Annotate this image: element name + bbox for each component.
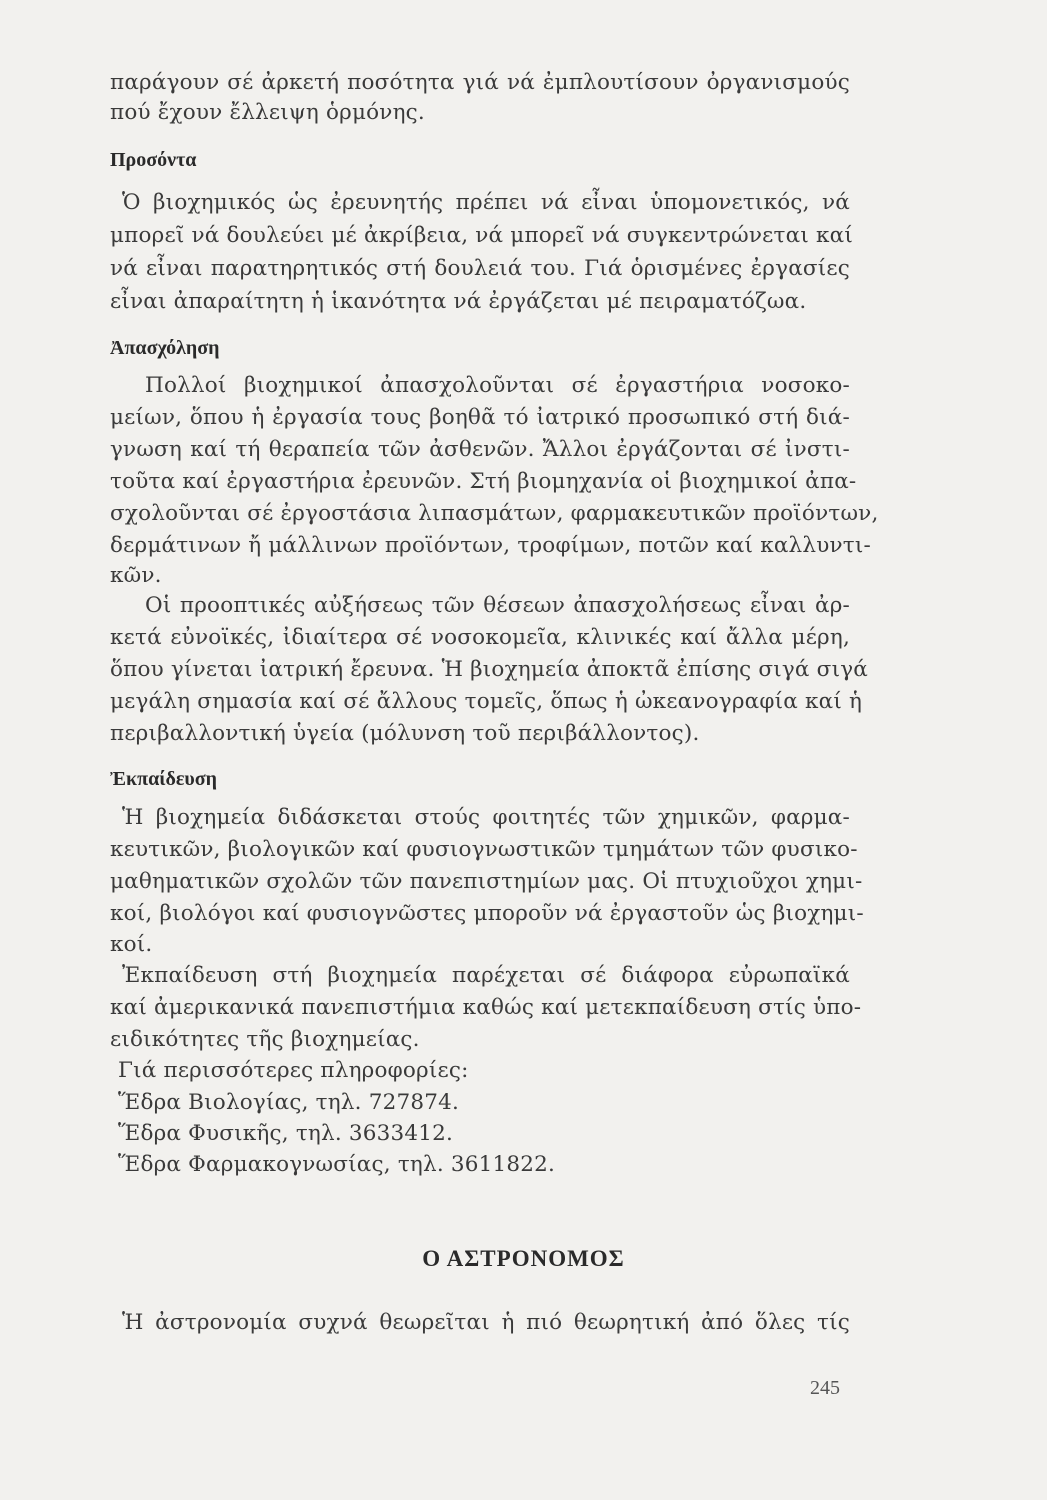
text-line: πού ἔχουν ἔλλειψη ὁρμόνης. (110, 100, 425, 125)
text-line: καί ἀμερικανικά πανεπιστήμια καθώς καί μετεκπαίδευση στίς ὑπο- (110, 995, 862, 1020)
text-line: μαθηματικῶν σχολῶν τῶν πανεπιστημίων μας. Οἱ πτυχιοῦχοι χημι- (110, 869, 863, 894)
contact-intro: Γιά περισσότερες πληροφορίες: (118, 1058, 469, 1083)
text-line: μεγάλη σημασία καί σέ ἄλλους τομεῖς, ὅπως ἡ ὠκεανογραφία καί ἡ (110, 689, 863, 714)
text-line: νά εἶναι παρατηρητικός στή δουλειά του. Γιά ὁρισμένες ἐργασίες (110, 256, 850, 281)
text-line: μπορεῖ νά δουλεύει μέ ἀκρίβεια, νά μπορεῖ νά συγκεντρώνεται καί (110, 223, 853, 248)
text-line: κῶν. (110, 563, 162, 588)
text-line: περιβαλλοντική ὑγεία (μόλυνση τοῦ περιβάλλοντος). (110, 721, 700, 746)
page-number: 245 (810, 1377, 840, 1399)
contact-line: Ἕδρα Φαρμακογνωσίας, τηλ. 3611822. (118, 1152, 556, 1177)
text-line: Ὁ βιοχημικός ὡς ἐρευνητής πρέπει νά εἶναι ὑπομονετικός, νά (122, 190, 850, 215)
text-line: παράγουν σέ ἀρκετή ποσότητα γιά νά ἐμπλουτίσουν ὀργανισμούς (110, 70, 850, 95)
text-line: ὅπου γίνεται ἰατρική ἔρευνα. Ἡ βιοχημεία ἀποκτᾶ ἐπίσης σιγά σιγά (110, 657, 868, 682)
text-line: μείων, ὅπου ἡ ἐργασία τους βοηθᾶ τό ἰατρικό προσωπικό στή διά- (110, 405, 850, 430)
text-line: κοί. (110, 932, 153, 957)
section-heading-ekpaideusi: Ἐκπαίδευση (110, 768, 217, 790)
text-line: τοῦτα καί ἐργαστήρια ἐρευνῶν. Στή βιομηχανία οἱ βιοχημικοί ἀπα- (110, 469, 857, 494)
text-line: εἶναι ἀπαραίτητη ἡ ἱκανότητα νά ἐργάζεται μέ πειραματόζωα. (110, 289, 807, 314)
text-line: κοί, βιολόγοι καί φυσιογνῶστες μποροῦν νά ἐργαστοῦν ὡς βιοχημι- (110, 901, 864, 926)
text-line: κετά εὐνοϊκές, ἰδιαίτερα σέ νοσοκομεῖα, κλινικές καί ἄλλα μέρη, (110, 625, 850, 650)
chapter-title: Ο ΑΣΤΡΟΝΟΜΟΣ (422, 1246, 625, 1271)
text-line: Οἱ προοπτικές αὐξήσεως τῶν θέσεων ἀπασχολήσεως εἶναι ἀρ- (145, 593, 850, 618)
text-line: δερμάτινων ἤ μάλλινων προϊόντων, τροφίμων, ποτῶν καί καλλυντι- (110, 533, 871, 558)
text-line: Ἡ ἀστρονομία συχνά θεωρεῖται ἡ πιό θεωρητική ἀπό ὅλες τίς (122, 1310, 850, 1335)
section-heading-prosonta: Προσόντα (110, 149, 197, 171)
text-line: Πολλοί βιοχημικοί ἀπασχολοῦνται σέ ἐργαστήρια νοσοκο- (145, 373, 850, 398)
text-line: ειδικότητες τῆς βιοχημείας. (110, 1027, 420, 1052)
contact-line: Ἕδρα Βιολογίας, τηλ. 727874. (118, 1090, 460, 1115)
text-line: Ἐκπαίδευση στή βιοχημεία παρέχεται σέ διάφορα εὐρωπαϊκά (122, 963, 850, 988)
text-line: Ἡ βιοχημεία διδάσκεται στούς φοιτητές τῶν χημικῶν, φαρμα- (122, 805, 850, 830)
contact-line: Ἕδρα Φυσικῆς, τηλ. 3633412. (118, 1121, 454, 1146)
text-line: σχολοῦνται σέ ἐργοστάσια λιπασμάτων, φαρμακευτικῶν προϊόντων, (110, 501, 879, 526)
text-line: γνωση καί τή θεραπεία τῶν ἀσθενῶν. Ἄλλοι ἐργάζονται σέ ἰνστι- (110, 437, 850, 462)
text-line: κευτικῶν, βιολογικῶν καί φυσιογνωστικῶν τμημάτων τῶν φυσικο- (110, 837, 858, 862)
section-heading-apasxolisi: Ἀπασχόληση (110, 337, 220, 359)
